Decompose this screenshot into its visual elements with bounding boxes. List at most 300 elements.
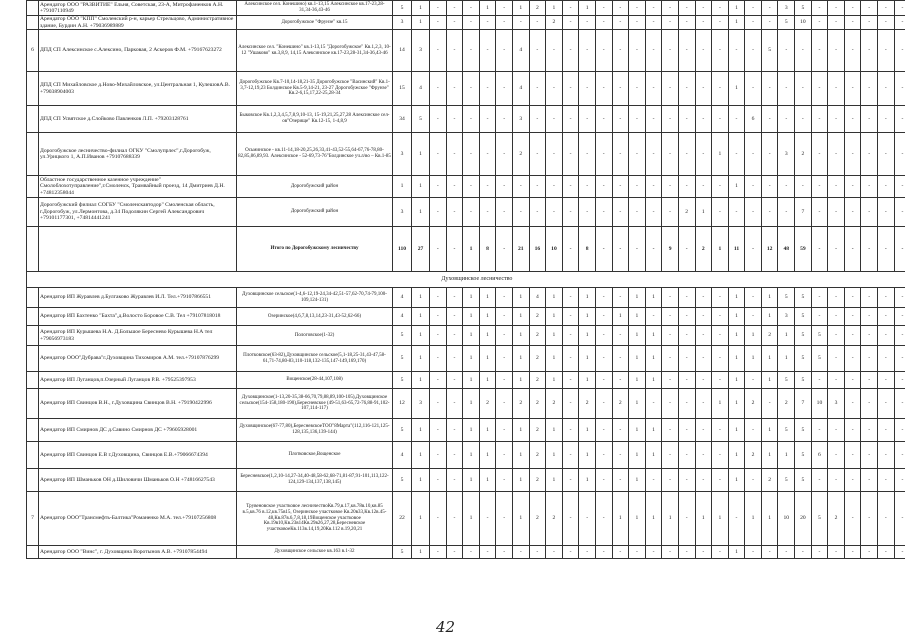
value-cell: - — [446, 419, 463, 442]
value-cell: 5 — [778, 288, 795, 308]
value-cell: - — [678, 106, 695, 133]
value-cell: - — [546, 72, 563, 106]
row-number: 6 — [27, 30, 39, 72]
row-number — [27, 106, 39, 133]
value-cell: - — [678, 389, 695, 419]
location-cell: Пологовское(1-32) — [237, 326, 393, 346]
value-cell: - — [861, 326, 878, 346]
value-cell: - — [844, 30, 861, 72]
location-cell: Духовщинское сельское кв.163 в.1-32 — [237, 546, 393, 559]
value-cell: - — [778, 546, 795, 559]
value-cell: - — [595, 389, 612, 419]
row-number — [27, 288, 39, 308]
location-cell: Дорогобужское Кв.7-10,14-18,21-35 Дорогобужское "Васинский" Кв.1-3,7-12,19,23 Болдинское Кв.5-9,14-21, 23-27 Дорогобужское "Фрунзе" Кв.2-6,15,17,22-25,28-34 — [237, 72, 393, 106]
value-cell: - — [761, 72, 778, 106]
value-cell: 15 — [393, 72, 412, 106]
value-cell: 1 — [412, 346, 430, 372]
table-row — [27, 30, 905, 72]
value-cell: - — [861, 389, 878, 419]
location-cell: Духовщинское сельское(1-4,6-12,19-24,34-42,51-57,62-70,74-79,100-109,124-131) — [237, 288, 393, 308]
section-title: Духовщинское лесничество — [27, 272, 905, 288]
value-cell: 1 — [728, 308, 745, 326]
value-cell: 1 — [546, 288, 563, 308]
value-cell: - — [546, 30, 563, 72]
value-cell: - — [678, 1, 695, 16]
value-cell: - — [612, 1, 629, 16]
value-cell: - — [894, 72, 905, 106]
value-cell: - — [562, 346, 579, 372]
value-cell: 2 — [745, 389, 762, 419]
value-cell: - — [844, 492, 861, 546]
location-cell: Алексинское сел. "Конешино" кв.1-13,15 "Дорогобужское" Кв.1,2,3, 10-12 "Ушаково" кв.3,8,9, 14,15 Алексинское кв.17-23,28-31,34-36,43-46 — [237, 30, 393, 72]
value-cell: - — [662, 389, 679, 419]
value-cell: 5 — [778, 419, 795, 442]
value-cell: - — [662, 198, 679, 227]
value-cell: 1 — [629, 419, 646, 442]
value-cell: - — [529, 72, 546, 106]
value-cell: - — [712, 1, 729, 16]
value-cell: - — [844, 546, 861, 559]
value-cell: - — [446, 372, 463, 389]
value-cell: - — [512, 16, 529, 30]
value-cell: 2 — [678, 198, 695, 227]
value-cell: 1 — [761, 419, 778, 442]
value-cell: - — [446, 326, 463, 346]
value-cell: - — [861, 469, 878, 492]
value-cell: - — [878, 16, 895, 30]
value-cell: - — [878, 133, 895, 176]
value-cell: - — [479, 106, 496, 133]
lessee-name: Арендатор ООО"Дубрава"г.Духовщина Тихомиров А.М. тел.+79107876299 — [39, 346, 237, 372]
value-cell: - — [894, 16, 905, 30]
value-cell: 5 — [393, 469, 412, 492]
value-cell: - — [861, 419, 878, 442]
value-cell: - — [861, 30, 878, 72]
value-cell: 2 — [529, 469, 546, 492]
row-number — [27, 72, 39, 106]
value-cell: - — [861, 372, 878, 389]
value-cell: - — [695, 133, 712, 176]
value-cell: 1 — [629, 372, 646, 389]
table-row — [27, 346, 905, 372]
value-cell: - — [861, 16, 878, 30]
value-cell: 2 — [512, 133, 529, 176]
value-cell: 8 — [579, 227, 596, 272]
value-cell: 5 — [795, 419, 812, 442]
value-cell: - — [579, 176, 596, 198]
value-cell: - — [828, 198, 845, 227]
value-cell: 1 — [512, 372, 529, 389]
table-row — [27, 442, 905, 469]
value-cell: 1 — [512, 308, 529, 326]
value-cell: 1 — [728, 16, 745, 30]
value-cell: - — [745, 1, 762, 16]
value-cell: - — [861, 308, 878, 326]
value-cell: 2 — [512, 389, 529, 419]
value-cell: 1 — [579, 326, 596, 346]
value-cell: 7 — [795, 389, 812, 419]
value-cell: - — [861, 106, 878, 133]
value-cell: 110 — [393, 227, 412, 272]
value-cell: 5 — [393, 346, 412, 372]
value-cell: 5 — [795, 288, 812, 308]
value-cell: 5 — [393, 546, 412, 559]
value-cell: - — [878, 176, 895, 198]
value-cell: 1 — [629, 492, 646, 546]
value-cell: - — [695, 346, 712, 372]
value-cell: - — [894, 176, 905, 198]
value-cell: - — [595, 419, 612, 442]
value-cell: 5 — [811, 346, 828, 372]
value-cell: - — [761, 389, 778, 419]
value-cell: - — [695, 469, 712, 492]
value-cell: 1 — [695, 492, 712, 546]
value-cell: - — [562, 16, 579, 30]
value-cell: 1 — [546, 346, 563, 372]
value-cell: 1 — [612, 308, 629, 326]
value-cell: - — [695, 372, 712, 389]
value-cell: 2 — [546, 389, 563, 419]
value-cell: - — [861, 227, 878, 272]
value-cell: - — [761, 1, 778, 16]
value-cell: - — [894, 419, 905, 442]
value-cell: - — [878, 372, 895, 389]
value-cell: - — [430, 72, 447, 106]
table-row — [27, 133, 905, 176]
value-cell: - — [712, 30, 729, 72]
value-cell: - — [828, 227, 845, 272]
value-cell: - — [612, 326, 629, 346]
value-cell: 7 — [795, 198, 812, 227]
value-cell: - — [695, 326, 712, 346]
value-cell: - — [695, 16, 712, 30]
value-cell: - — [595, 372, 612, 389]
value-cell: - — [861, 288, 878, 308]
value-cell: 1 — [745, 346, 762, 372]
value-cell: 5 — [795, 1, 812, 16]
value-cell: - — [761, 106, 778, 133]
value-cell: - — [612, 176, 629, 198]
value-cell: 10 — [795, 16, 812, 30]
value-cell: - — [612, 198, 629, 227]
value-cell: 1 — [412, 442, 430, 469]
value-cell: 5 — [412, 106, 430, 133]
value-cell: - — [612, 419, 629, 442]
value-cell: 1 — [412, 326, 430, 346]
value-cell: 2 — [761, 469, 778, 492]
value-cell: - — [496, 372, 513, 389]
value-cell: - — [811, 16, 828, 30]
value-cell: - — [662, 419, 679, 442]
value-cell: - — [512, 546, 529, 559]
value-cell: - — [612, 372, 629, 389]
value-cell: 1 — [463, 326, 480, 346]
value-cell: 5 — [811, 492, 828, 546]
value-cell: 4 — [529, 288, 546, 308]
value-cell: - — [861, 492, 878, 546]
value-cell: - — [595, 546, 612, 559]
value-cell: - — [678, 372, 695, 389]
value-cell: - — [844, 372, 861, 389]
value-cell: - — [496, 442, 513, 469]
value-cell: - — [745, 30, 762, 72]
value-cell: - — [546, 546, 563, 559]
table-body — [27, 1, 905, 559]
table-row — [27, 106, 905, 133]
value-cell: - — [446, 30, 463, 72]
lessee-name: Арендатор ИП Журавлев д.Булгаково Журавлев И.Л. Тел.+79107866551 — [39, 288, 237, 308]
value-cell: 21 — [512, 227, 529, 272]
value-cell: 1 — [479, 419, 496, 442]
value-cell: 1 — [412, 198, 430, 227]
row-number — [27, 419, 39, 442]
value-cell: - — [678, 16, 695, 30]
value-cell: - — [828, 1, 845, 16]
value-cell: - — [595, 442, 612, 469]
value-cell: - — [430, 469, 447, 492]
value-cell: - — [894, 308, 905, 326]
value-cell: - — [612, 546, 629, 559]
value-cell: - — [430, 389, 447, 419]
value-cell: - — [446, 1, 463, 16]
value-cell: - — [446, 198, 463, 227]
value-cell: - — [612, 288, 629, 308]
value-cell: - — [595, 1, 612, 16]
table-row — [27, 469, 905, 492]
value-cell: - — [878, 30, 895, 72]
lessee-name: Арендатор ИП Свинцов Е.В г.Духовщина, Свинцов Е.В.+79066674394 — [39, 442, 237, 469]
value-cell: 5 — [795, 372, 812, 389]
value-cell: - — [678, 227, 695, 272]
value-cell: - — [446, 176, 463, 198]
value-cell: - — [629, 1, 646, 16]
value-cell: 1 — [645, 288, 662, 308]
value-cell: 1 — [761, 346, 778, 372]
value-cell: - — [678, 492, 695, 546]
value-cell: 12 — [393, 389, 412, 419]
value-cell: - — [712, 326, 729, 346]
row-number — [27, 308, 39, 326]
value-cell: - — [430, 546, 447, 559]
value-cell: - — [595, 106, 612, 133]
value-cell: - — [562, 198, 579, 227]
value-cell: - — [629, 30, 646, 72]
value-cell: 4 — [512, 30, 529, 72]
value-cell: 22 — [393, 492, 412, 546]
value-cell: - — [529, 106, 546, 133]
value-cell: 1 — [645, 492, 662, 546]
value-cell: - — [828, 30, 845, 72]
value-cell: - — [728, 106, 745, 133]
value-cell: 1 — [412, 1, 430, 16]
value-cell: - — [761, 133, 778, 176]
value-cell: 1 — [412, 492, 430, 546]
value-cell: - — [562, 492, 579, 546]
value-cell: 5 — [393, 1, 412, 16]
value-cell: 1 — [479, 442, 496, 469]
value-cell: - — [645, 227, 662, 272]
value-cell: - — [861, 176, 878, 198]
value-cell: 1 — [479, 326, 496, 346]
value-cell: - — [479, 176, 496, 198]
location-cell: Дорогобужский район — [237, 198, 393, 227]
location-cell: Дорогобужское "Фрунзе" кв.15 — [237, 16, 393, 30]
value-cell: - — [745, 16, 762, 30]
value-cell: - — [844, 133, 861, 176]
value-cell: - — [595, 326, 612, 346]
value-cell: - — [828, 546, 845, 559]
value-cell: - — [496, 546, 513, 559]
value-cell: - — [811, 198, 828, 227]
value-cell: - — [844, 469, 861, 492]
value-cell: - — [861, 133, 878, 176]
value-cell: - — [612, 227, 629, 272]
value-cell: 1 — [479, 469, 496, 492]
value-cell: - — [496, 133, 513, 176]
value-cell: - — [695, 308, 712, 326]
value-cell: - — [678, 419, 695, 442]
value-cell: - — [745, 288, 762, 308]
value-cell: - — [579, 133, 596, 176]
value-cell: - — [595, 198, 612, 227]
value-cell: - — [446, 389, 463, 419]
value-cell: 5 — [761, 30, 778, 72]
value-cell: 1 — [412, 308, 430, 326]
value-cell: - — [463, 30, 480, 72]
value-cell: - — [529, 30, 546, 72]
value-cell: - — [844, 288, 861, 308]
value-cell: - — [479, 16, 496, 30]
table-row — [27, 308, 905, 326]
value-cell: - — [678, 72, 695, 106]
value-cell: - — [562, 288, 579, 308]
value-cell: - — [745, 72, 762, 106]
value-cell: 3 — [778, 1, 795, 16]
value-cell: - — [878, 72, 895, 106]
lessee-name: Дорогобужский филиал СОГБУ "Смоленскавтодор" Смоленская область, г.Дорогобуж, ул.Лермонтова, д.34 Подолякин Сергей Александрович +79101177301, +74814441241 — [39, 198, 237, 227]
value-cell: - — [562, 389, 579, 419]
value-cell: - — [811, 176, 828, 198]
value-cell: - — [579, 106, 596, 133]
value-cell: - — [695, 1, 712, 16]
value-cell: 2 — [761, 326, 778, 346]
location-cell: Плотковское,Вощенское — [237, 442, 393, 469]
value-cell: - — [463, 198, 480, 227]
value-cell: - — [463, 1, 480, 16]
value-cell: 1 — [728, 176, 745, 198]
value-cell: - — [828, 308, 845, 326]
value-cell: - — [778, 176, 795, 198]
value-cell: - — [894, 442, 905, 469]
value-cell: - — [562, 372, 579, 389]
page-number: 42 — [436, 618, 456, 636]
value-cell: - — [430, 288, 447, 308]
value-cell: - — [645, 308, 662, 326]
value-cell: 5 — [778, 469, 795, 492]
lessee-name: Арендатор ИП Свинцов В.Н., г.Духовщина Свинцов В.Н. +79190422996 — [39, 389, 237, 419]
value-cell: - — [695, 288, 712, 308]
value-cell: - — [595, 133, 612, 176]
value-cell: - — [662, 469, 679, 492]
value-cell: - — [446, 546, 463, 559]
value-cell: - — [562, 106, 579, 133]
location-cell: Вощенское(28-44,107,108) — [237, 372, 393, 389]
value-cell: - — [446, 308, 463, 326]
value-cell: 2 — [529, 389, 546, 419]
value-cell: 1 — [579, 419, 596, 442]
value-cell: - — [612, 106, 629, 133]
value-cell: - — [678, 30, 695, 72]
value-cell: - — [662, 546, 679, 559]
value-cell: - — [811, 133, 828, 176]
value-cell: - — [645, 176, 662, 198]
value-cell: 2 — [612, 389, 629, 419]
value-cell: - — [828, 442, 845, 469]
value-cell: - — [662, 106, 679, 133]
location-cell: Озеринское(4,6,7,8,13,14,23-31,43-52,62-66) — [237, 308, 393, 326]
value-cell: - — [894, 198, 905, 227]
lessee-name: Арендатор ИП Бахтенко "Бахта",д.Волосто Боровое С.В. Тел +79107818018 — [39, 308, 237, 326]
location-cell: Итого по Дорогобужскому лесничеству — [237, 227, 393, 272]
value-cell: - — [844, 72, 861, 106]
lessee-name: Арендатор ИП Курышева Н.А. Д.Большое Береснево Курышева Н.А тел +79056973183 — [39, 326, 237, 346]
value-cell: 1 — [512, 492, 529, 546]
forest-lease-table — [26, 0, 905, 559]
value-cell: - — [496, 326, 513, 346]
value-cell: - — [645, 469, 662, 492]
value-cell: - — [496, 227, 513, 272]
table-row — [27, 16, 905, 30]
value-cell: 9 — [662, 227, 679, 272]
value-cell: - — [446, 469, 463, 492]
value-cell: - — [512, 176, 529, 198]
value-cell: 10 — [778, 492, 795, 546]
value-cell: 2 — [795, 133, 812, 176]
value-cell: - — [496, 419, 513, 442]
value-cell: 1 — [712, 227, 729, 272]
location-cell: Духовщинское(67-77,80),БересневскоеТОО"8Марта"(112,116-121,125-128,135,136,139-144) — [237, 419, 393, 442]
value-cell: 1 — [579, 469, 596, 492]
value-cell: - — [795, 106, 812, 133]
value-cell: 5 — [795, 442, 812, 469]
table-row — [27, 546, 905, 559]
value-cell: - — [463, 176, 480, 198]
value-cell: - — [662, 326, 679, 346]
value-cell: 1 — [612, 492, 629, 546]
lessee-name: Дорогобужское лесничество-филиал ОГКУ "Смолупрлес",г.Дорогобуж, ул.Урицкого 1, А.П.Иванов +79107688339 — [39, 133, 237, 176]
value-cell: - — [878, 288, 895, 308]
value-cell: - — [446, 106, 463, 133]
value-cell: - — [529, 16, 546, 30]
value-cell: - — [645, 1, 662, 16]
value-cell: 5 — [778, 16, 795, 30]
value-cell: 1 — [512, 288, 529, 308]
row-number: 7 — [27, 492, 39, 546]
value-cell: - — [894, 30, 905, 72]
value-cell: - — [629, 198, 646, 227]
value-cell: - — [496, 288, 513, 308]
value-cell: - — [463, 546, 480, 559]
value-cell: - — [745, 469, 762, 492]
value-cell: 1 — [629, 469, 646, 492]
value-cell: - — [878, 227, 895, 272]
value-cell: - — [728, 198, 745, 227]
value-cell: - — [811, 546, 828, 559]
value-cell: - — [894, 288, 905, 308]
value-cell: - — [844, 308, 861, 326]
value-cell: - — [579, 72, 596, 106]
value-cell: 1 — [479, 372, 496, 389]
